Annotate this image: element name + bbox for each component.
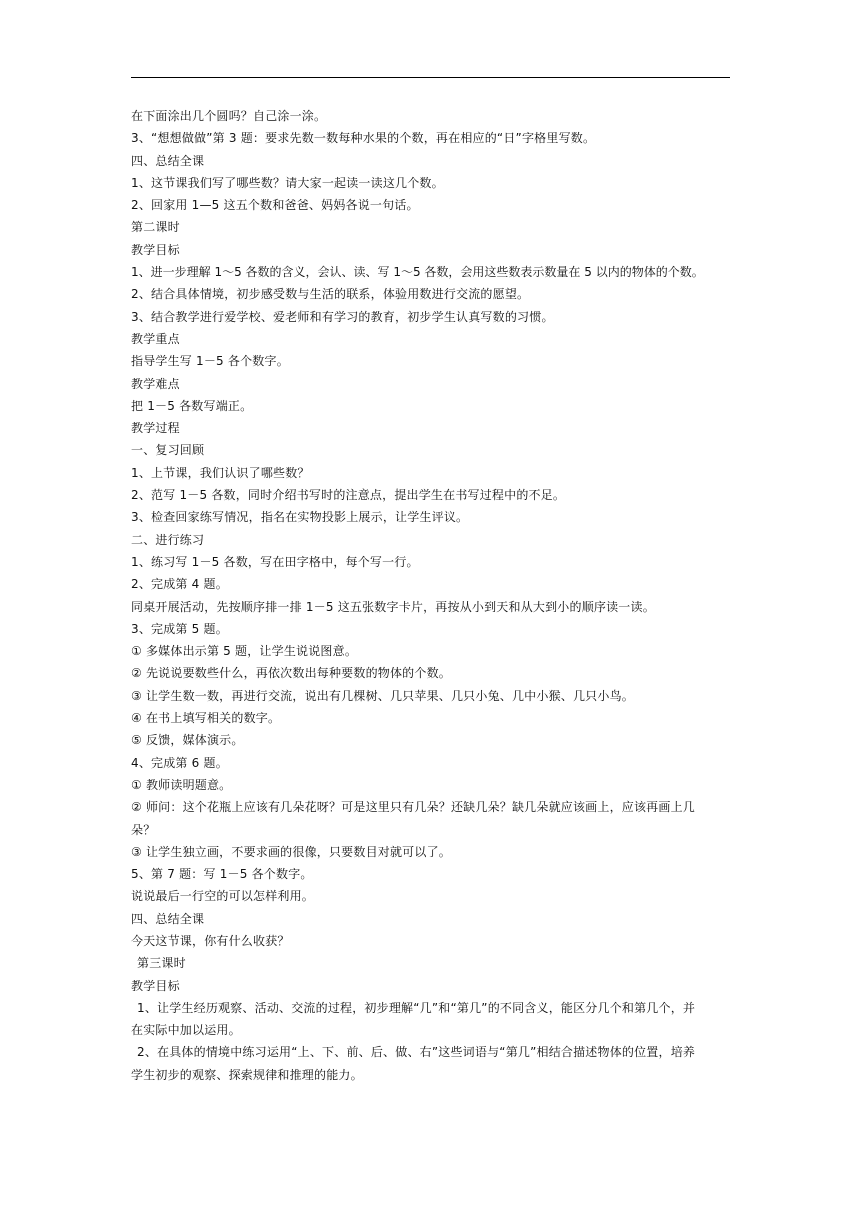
text-line: 4、完成第 6 题。 [131,755,228,770]
text-line: 2、范写 1－5 各数，同时介绍书写时的注意点，提出学生在书写过程中的不足。 [131,488,566,503]
text-line: 2、完成第 4 题。 [131,577,228,592]
text-line: 在实际中加以运用。 [131,1023,241,1038]
section-heading: 四、总结全课 [131,153,205,168]
text-line: 1、练习写 1－5 各数，写在田字格中，每个写一行。 [131,554,419,569]
text-line: 1、进一步理解 1～5 各数的含义，会认、读、写 1～5 各数，会用这些数表示数量在 5 以内的物体的个数。 [131,265,704,280]
list-item: ③ 让学生独立画，不要求画的很像，只要数目对就可以了。 [131,844,451,859]
section-heading: 教学目标 [131,242,180,257]
section-heading: 四、总结全课 [131,911,205,926]
text-line: 说说最后一行空的可以怎样利用。 [131,889,315,904]
text-line: 3、完成第 5 题。 [131,621,228,636]
text-line: 3、结合教学进行爱学校、爱老师和有学习的教育，初步学生认真写数的习惯。 [131,309,554,324]
text-line: 1、这节课我们写了哪些数？请大家一起读一读这几个数。 [131,175,444,190]
text-line: 2、结合具体情境，初步感受数与生活的联系，体验用数进行交流的愿望。 [131,287,530,302]
section-heading: 教学目标 [131,978,180,993]
text-line: 同桌开展活动，先按顺序排一排 1－5 这五张数字卡片，再按从小到天和从大到小的顺序读一读。 [131,599,655,614]
section-heading: 教学重点 [131,331,180,346]
text-line: 5、第 7 题：写 1－5 各个数字。 [131,867,313,882]
text-line: 1、上节课，我们认识了哪些数？ [131,465,310,480]
text-line: 3、“想想做做”第 3 题：要求先数一数每种水果的个数，再在相应的“日”字格里写数。 [131,131,596,146]
header-rule [131,77,730,78]
lesson-heading: 第三课时 [137,956,186,971]
list-item: ② 师问：这个花瓶上应该有几朵花呀？可是这里只有几朵？还缺几朵？缺几朵就应该画上，应该再画上几 [131,800,695,815]
section-heading: 二、进行练习 [131,532,205,547]
text-line: 学生初步的观察、探索规律和推理的能力。 [131,1067,363,1082]
section-heading: 教学过程 [131,421,180,436]
list-item: ④ 在书上填写相关的数字。 [131,711,281,726]
text-line: 把 1－5 各数写端正。 [131,398,253,413]
list-item: ② 先说说要数些什么，再依次数出每种要数的物体的个数。 [131,666,451,681]
list-item: ⑤ 反馈，媒体演示。 [131,733,244,748]
text-line: 今天这节课，你有什么收获？ [131,933,290,948]
list-item: ① 教师读明题意。 [131,777,232,792]
document-body [131,105,731,1086]
text-line: 指导学生写 1－5 各个数字。 [131,354,289,369]
text-line: 3、检查回家练写情况，指名在实物投影上展示，让学生评议。 [131,510,469,525]
text-line: 在下面涂出几个圆吗？自己涂一涂。 [131,109,327,123]
text-line: 1、让学生经历观察、活动、交流的过程，初步理解“几”和“第几”的不同含义，能区分几个和第几个，并 [137,1000,696,1015]
section-heading: 一、复习回顾 [131,443,205,458]
text-line: 朵？ [131,822,156,837]
lesson-heading: 第二课时 [131,220,180,235]
section-heading: 教学难点 [131,376,180,391]
text-line: 2、回家用 1—5 这五个数和爸爸、妈妈各说一句话。 [131,198,419,213]
list-item: ③ 让学生数一数，再进行交流，说出有几棵树、几只苹果、几只小兔、几中小猴、几只小鸟。 [131,688,634,703]
list-item: ① 多媒体出示第 5 题，让学生说说图意。 [131,644,358,659]
text-line: 2、在具体的情境中练习运用“上、下、前、后、做、右”这些词语与“第几”相结合描述物体的位置，培养 [137,1045,696,1060]
